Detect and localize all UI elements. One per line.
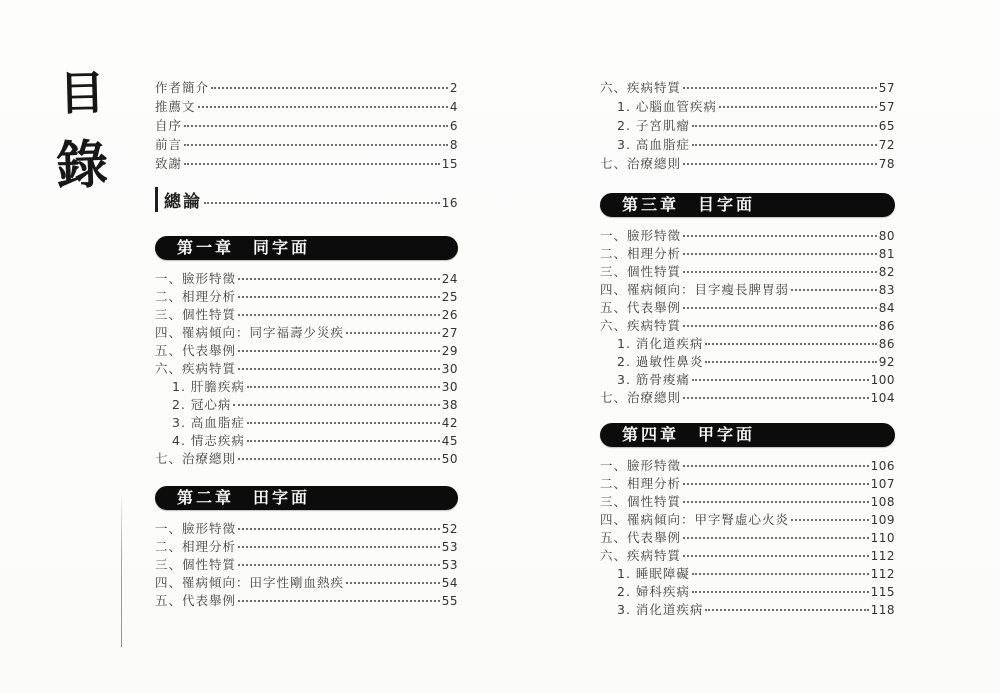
page-number: 81 — [878, 247, 895, 261]
toc-entry-label: 六、疾病特質 — [600, 318, 682, 333]
toc-entry — [600, 528, 895, 546]
dot-leader — [705, 609, 868, 611]
toc-entry — [155, 323, 458, 341]
dot-leader — [692, 591, 869, 593]
toc-entry-label: 4. 情志疾病 — [172, 433, 245, 448]
toc-entry-label: 七、治療總則 — [600, 390, 682, 405]
page-number: 104 — [870, 391, 895, 405]
toc-column-left — [155, 72, 458, 609]
page-number: 115 — [870, 585, 895, 599]
toc-title-char-lu: 錄 — [54, 134, 110, 197]
page-number: 100 — [870, 373, 895, 387]
dot-leader — [184, 144, 448, 146]
dot-leader — [247, 386, 440, 388]
toc-entry — [600, 388, 895, 406]
toc-entry-label: 三、個性特質 — [600, 264, 682, 279]
page-number: 92 — [878, 355, 895, 369]
page-number: 8 — [449, 138, 458, 152]
toc-calligraphy-title — [46, 65, 118, 197]
toc-entry — [155, 78, 458, 97]
page-number: 30 — [441, 362, 458, 376]
page-number: 110 — [870, 531, 895, 545]
page-number: 45 — [441, 434, 458, 448]
toc-entry — [600, 226, 895, 244]
toc-entry-label: 2. 婦科疾病 — [617, 584, 690, 599]
toc-entry-label: 三、個性特質 — [155, 307, 237, 322]
dot-leader — [683, 325, 877, 327]
toc-entry — [600, 456, 895, 474]
page-number: 86 — [878, 319, 895, 333]
toc-entry — [155, 413, 458, 431]
page-number: 26 — [441, 308, 458, 322]
dot-leader — [683, 307, 877, 309]
dot-leader — [233, 404, 439, 406]
dot-leader — [238, 368, 440, 370]
toc-entry — [155, 449, 458, 467]
dot-leader — [184, 125, 448, 127]
toc-entry-label: 六、疾病特質 — [600, 548, 682, 563]
page-crease-line — [121, 497, 122, 647]
toc-entry — [600, 97, 895, 116]
page-number: 72 — [878, 138, 895, 152]
toc-entry-label: 致謝 — [155, 156, 183, 171]
dot-leader — [683, 555, 869, 557]
toc-entry-label: 五、代表舉例 — [155, 343, 237, 358]
toc-entry-label: 二、相理分析 — [155, 289, 237, 304]
toc-entry-label: 六、疾病特質 — [600, 80, 682, 95]
dot-leader — [238, 458, 440, 460]
dot-leader — [683, 163, 877, 165]
toc-entry — [155, 591, 458, 609]
page-number: 82 — [878, 265, 895, 279]
page-number: 55 — [441, 594, 458, 608]
dot-leader — [683, 87, 877, 89]
toc-entry — [155, 135, 458, 154]
page-number: 54 — [441, 576, 458, 590]
toc-entry-label: 作者簡介 — [155, 80, 210, 95]
dot-leader — [683, 501, 869, 503]
toc-entry — [600, 492, 895, 510]
toc-column-right — [600, 72, 895, 618]
page-number: 112 — [870, 567, 895, 581]
toc-entry-label: 四、罹病傾向：目字瘦長脾胃弱 — [600, 282, 790, 297]
toc-entry-label: 一、臉形特徵 — [155, 521, 237, 536]
toc-entry-label: 五、代表舉例 — [155, 593, 237, 608]
toc-entry-label: 一、臉形特徵 — [600, 458, 682, 473]
chapter-banner: 第三章 目字面 — [600, 193, 895, 217]
page-number: 27 — [441, 326, 458, 340]
toc-list — [600, 226, 895, 406]
chapter-banner: 第一章 同字面 — [155, 236, 458, 260]
toc-list — [155, 78, 458, 173]
dot-leader — [791, 519, 869, 521]
toc-entry — [600, 116, 895, 135]
chapter-banner: 第四章 甲字面 — [600, 423, 895, 447]
dot-leader — [705, 361, 876, 363]
toc-entry — [155, 573, 458, 591]
toc-entry — [600, 280, 895, 298]
toc-entry — [600, 316, 895, 334]
page-number: 50 — [441, 452, 458, 466]
toc-title-char-mu: 目 — [58, 65, 106, 121]
toc-list — [600, 456, 895, 618]
dot-leader — [184, 163, 440, 165]
toc-list — [155, 187, 458, 214]
toc-entry — [600, 600, 895, 618]
toc-entry — [155, 519, 458, 537]
toc-entry-label: 一、臉形特徵 — [155, 271, 237, 286]
dot-leader — [683, 397, 869, 399]
dot-leader — [791, 289, 877, 291]
dot-leader — [238, 296, 440, 298]
page-number: 6 — [449, 119, 458, 133]
toc-entry-label: 總論 — [155, 187, 202, 212]
toc-entry-label: 3. 筋骨痠痛 — [617, 372, 690, 387]
toc-entry — [155, 154, 458, 173]
toc-entry — [155, 359, 458, 377]
dot-leader — [238, 564, 440, 566]
dot-leader — [683, 483, 869, 485]
page-number: 29 — [441, 344, 458, 358]
dot-leader — [238, 278, 440, 280]
toc-entry — [600, 582, 895, 600]
toc-list — [600, 78, 895, 173]
dot-leader — [238, 314, 440, 316]
toc-entry-label: 五、代表舉例 — [600, 300, 682, 315]
toc-entry-label: 2. 子宮肌瘤 — [617, 118, 690, 133]
toc-entry-label: 3. 高血脂症 — [617, 137, 690, 152]
page-number: 15 — [441, 157, 458, 171]
page-number: 106 — [870, 459, 895, 473]
page-number: 52 — [441, 522, 458, 536]
page-number: 86 — [878, 337, 895, 351]
dot-leader — [238, 350, 440, 352]
page-number: 118 — [870, 603, 895, 617]
dot-leader — [247, 422, 440, 424]
toc-entry-label: 前言 — [155, 137, 183, 152]
dot-leader — [719, 106, 877, 108]
page-number: 78 — [878, 157, 895, 171]
toc-entry — [155, 555, 458, 573]
page-number: 2 — [449, 81, 458, 95]
dot-leader — [705, 343, 876, 345]
page-number: 57 — [878, 100, 895, 114]
page-number: 109 — [870, 513, 895, 527]
toc-entry — [600, 510, 895, 528]
toc-entry — [600, 154, 895, 173]
dot-leader — [692, 573, 869, 575]
dot-leader — [692, 379, 869, 381]
dot-leader — [683, 465, 869, 467]
dot-leader — [247, 440, 440, 442]
dot-leader — [683, 537, 869, 539]
page-number: 83 — [878, 283, 895, 297]
toc-list — [155, 269, 458, 467]
toc-entry-label: 四、罹病傾向：田字性剛血熱疾 — [155, 575, 345, 590]
page-number: 42 — [441, 416, 458, 430]
dot-leader — [683, 253, 877, 255]
toc-entry — [600, 334, 895, 352]
toc-entry — [600, 564, 895, 582]
page-number: 108 — [870, 495, 895, 509]
page-number: 84 — [878, 301, 895, 315]
toc-entry — [600, 244, 895, 262]
toc-entry — [155, 269, 458, 287]
toc-entry-label: 四、罹病傾向：同字福壽少災疾 — [155, 325, 345, 340]
toc-entry-label: 1. 睡眠障礙 — [617, 566, 690, 581]
toc-entry-label: 自序 — [155, 118, 183, 133]
dot-leader — [692, 125, 877, 127]
dot-leader — [198, 106, 448, 108]
toc-entry-label: 2. 過敏性鼻炎 — [617, 354, 704, 369]
toc-entry — [600, 262, 895, 280]
page-number: 25 — [441, 290, 458, 304]
toc-entry-label: 一、臉形特徵 — [600, 228, 682, 243]
toc-entry-label: 3. 高血脂症 — [172, 415, 245, 430]
chapter-banner: 第二章 田字面 — [155, 486, 458, 510]
toc-entry-label: 推薦文 — [155, 99, 196, 114]
toc-entry — [600, 370, 895, 388]
page-number: 24 — [441, 272, 458, 286]
toc-entry — [600, 135, 895, 154]
dot-leader — [346, 332, 440, 334]
toc-entry-label: 三、個性特質 — [155, 557, 237, 572]
toc-entry-label: 二、相理分析 — [155, 539, 237, 554]
toc-entry — [155, 116, 458, 135]
toc-entry — [155, 187, 458, 214]
dot-leader — [692, 144, 877, 146]
toc-entry — [600, 352, 895, 370]
page-number: 16 — [441, 196, 458, 210]
dot-leader — [238, 600, 440, 602]
dot-leader — [211, 87, 448, 89]
toc-entry — [600, 78, 895, 97]
toc-entry-label: 1. 消化道疾病 — [617, 336, 704, 351]
toc-entry-label: 四、罹病傾向：甲字腎虛心火炎 — [600, 512, 790, 527]
page-number: 30 — [441, 380, 458, 394]
toc-entry-label: 2. 冠心病 — [172, 397, 232, 412]
page-number: 65 — [878, 119, 895, 133]
page-number: 4 — [449, 100, 458, 114]
toc-entry-label: 五、代表舉例 — [600, 530, 682, 545]
toc-entry — [155, 431, 458, 449]
toc-entry — [600, 474, 895, 492]
page-number: 57 — [878, 81, 895, 95]
toc-entry — [155, 377, 458, 395]
page-number: 80 — [878, 229, 895, 243]
dot-leader — [238, 528, 440, 530]
toc-entry — [155, 537, 458, 555]
toc-entry — [600, 298, 895, 316]
toc-entry — [155, 97, 458, 116]
toc-entry-label: 七、治療總則 — [600, 156, 682, 171]
toc-entry-label: 七、治療總則 — [155, 451, 237, 466]
dot-leader — [683, 235, 877, 237]
page-number: 53 — [441, 540, 458, 554]
toc-entry — [600, 546, 895, 564]
page-number: 107 — [870, 477, 895, 491]
toc-entry-label: 3. 消化道疾病 — [617, 602, 704, 617]
toc-entry — [155, 305, 458, 323]
toc-list — [155, 519, 458, 609]
dot-leader — [346, 582, 440, 584]
toc-entry-label: 二、相理分析 — [600, 476, 682, 491]
toc-entry — [155, 395, 458, 413]
dot-leader — [204, 202, 440, 204]
toc-entry-label: 1. 肝膽疾病 — [172, 379, 245, 394]
page-number: 53 — [441, 558, 458, 572]
dot-leader — [238, 546, 440, 548]
page-number: 112 — [870, 549, 895, 563]
page-number: 38 — [441, 398, 458, 412]
toc-entry — [155, 287, 458, 305]
toc-entry-label: 六、疾病特質 — [155, 361, 237, 376]
toc-entry — [155, 341, 458, 359]
toc-entry-label: 1. 心腦血管疾病 — [617, 99, 717, 114]
toc-entry-label: 三、個性特質 — [600, 494, 682, 509]
toc-entry-label: 二、相理分析 — [600, 246, 682, 261]
dot-leader — [683, 271, 877, 273]
